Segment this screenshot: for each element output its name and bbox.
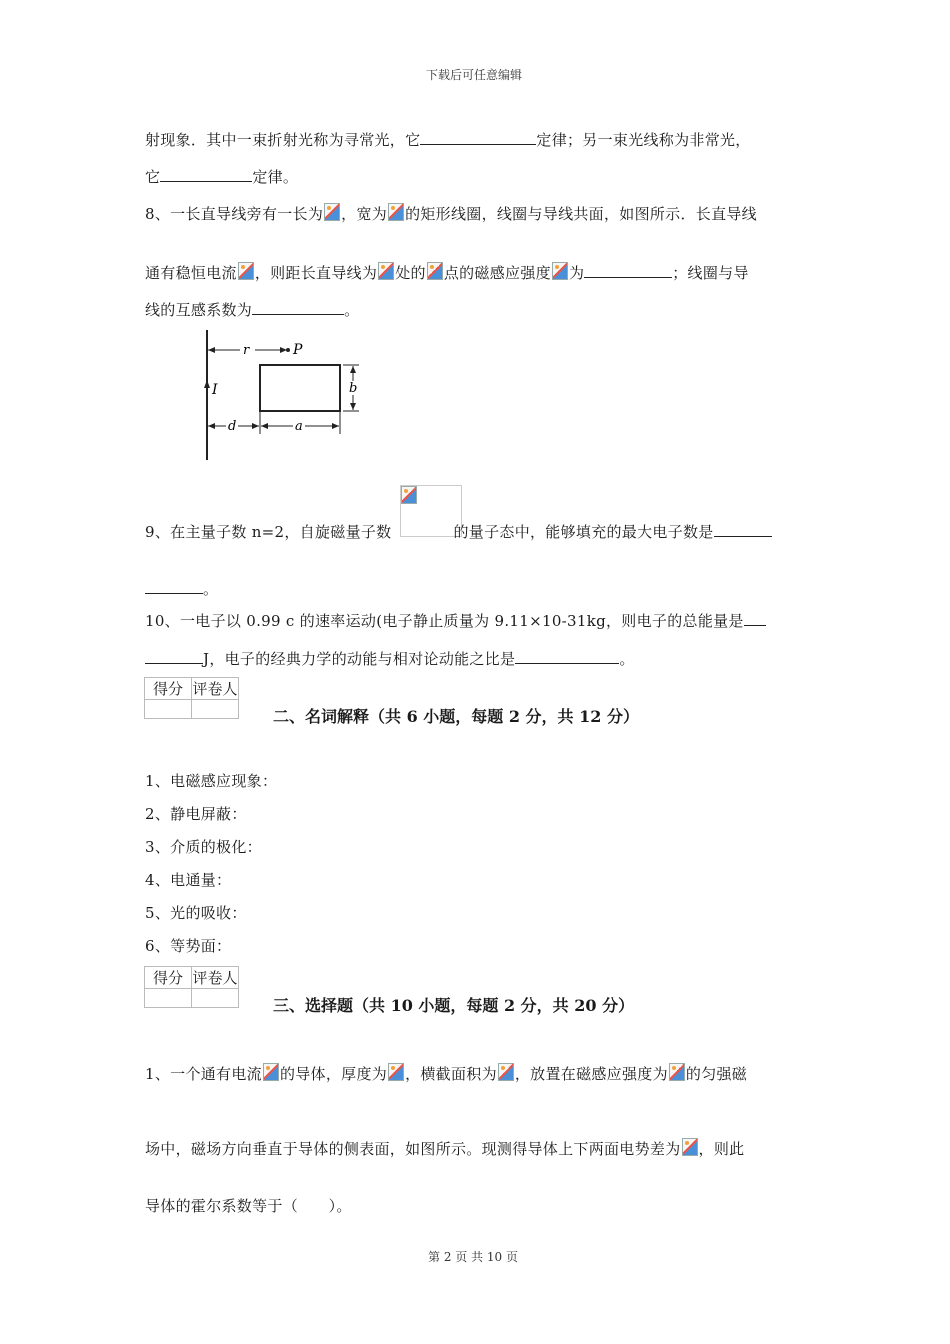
q8-line-2: 通有稳恒电流 ，则距长直导线为 处的 点的磁感应强度 为 ；线圈与导 bbox=[145, 264, 749, 282]
term-item: 6、等势面： bbox=[145, 937, 232, 955]
wire-coil-figure bbox=[195, 328, 370, 463]
label-a: a bbox=[295, 419, 303, 434]
coil-rectangle bbox=[260, 365, 340, 411]
q10-line-1: 10、一电子以 0.99 c 的速率运动(电子静止质量为 9.11×10-31kg，则电子的总能量是 bbox=[145, 610, 766, 631]
label-p: P bbox=[293, 342, 303, 358]
section-2-title: 二、名词解释（共 6 小题，每题 2 分，共 12 分） bbox=[273, 707, 639, 726]
page-footer: 第 2 页 共 10 页 bbox=[428, 1250, 518, 1264]
label-d: d bbox=[228, 419, 237, 434]
formula-image-icon bbox=[682, 1138, 698, 1156]
formula-image-icon bbox=[552, 262, 568, 280]
answer-blank[interactable] bbox=[145, 649, 203, 664]
formula-image-icon bbox=[498, 1063, 514, 1081]
q8-line-1: 8、一长直导线旁有一长为 ，宽为 的矩形线圈，线圈与导线共面，如图所示．长直导线 bbox=[145, 205, 757, 223]
grader-cell[interactable] bbox=[192, 989, 239, 1008]
current-arrow bbox=[204, 380, 210, 388]
s3-q1-line-1: 1、一个通有电流 的导体，厚度为 ，横截面积为 ，放置在磁感应强度为 的匀强磁 bbox=[145, 1065, 748, 1083]
answer-blank[interactable] bbox=[252, 300, 344, 315]
term-item: 3、介质的极化： bbox=[145, 838, 262, 856]
answer-blank[interactable] bbox=[584, 263, 672, 278]
q7-line-1: 射现象．其中一束折射光称为寻常光，它 定律；另一束光线称为非常光， bbox=[145, 131, 751, 149]
answer-blank[interactable] bbox=[420, 130, 536, 145]
answer-blank[interactable] bbox=[160, 167, 252, 182]
q8-line-3: 线的互感系数为 。 bbox=[145, 301, 360, 319]
q10-line-2: J，电子的经典力学的动能与相对论动能之比是 。 bbox=[145, 648, 635, 669]
formula-image-icon bbox=[401, 486, 417, 504]
label-b: b bbox=[349, 381, 358, 396]
label-r: r bbox=[243, 343, 250, 358]
formula-image-icon bbox=[427, 262, 443, 280]
term-item: 1、电磁感应现象： bbox=[145, 772, 278, 790]
answer-blank[interactable] bbox=[714, 522, 772, 537]
term-item: 4、电通量： bbox=[145, 871, 232, 889]
formula-image-icon bbox=[324, 203, 340, 221]
answer-blank[interactable] bbox=[744, 611, 766, 626]
q7-line-2: 它 定律。 bbox=[145, 168, 299, 186]
section-3-title: 三、选择题（共 10 小题，每题 2 分，共 20 分） bbox=[273, 996, 635, 1015]
term-item: 5、光的吸收： bbox=[145, 904, 247, 922]
answer-blank[interactable] bbox=[145, 579, 203, 594]
s3-q1-line-2: 场中，磁场方向垂直于导体的侧表面，如图所示。现测得导体上下两面电势差为 ，则此 bbox=[145, 1140, 745, 1158]
page-header: 下载后可任意编辑 bbox=[426, 68, 523, 82]
score-cell[interactable] bbox=[145, 700, 192, 719]
score-table: 得分 评卷人 bbox=[144, 966, 239, 1008]
score-table: 得分 评卷人 bbox=[144, 677, 239, 719]
formula-image-icon bbox=[669, 1063, 685, 1081]
formula-image-icon bbox=[388, 203, 404, 221]
q9-line-2: 。 bbox=[145, 578, 218, 599]
formula-image-icon bbox=[378, 262, 394, 280]
term-item: 2、静电屏蔽： bbox=[145, 805, 247, 823]
formula-image-icon bbox=[238, 262, 254, 280]
s3-q1-line-3: 导体的霍尔系数等于（ ）。 bbox=[145, 1197, 352, 1215]
answer-blank[interactable] bbox=[515, 649, 619, 664]
q9-line-1: 9、在主量子数 n=2，自旋磁量子数 的量子态中，能够填充的最大电子数是 bbox=[145, 521, 772, 542]
score-cell[interactable] bbox=[145, 989, 192, 1008]
formula-image-icon bbox=[263, 1063, 279, 1081]
grader-cell[interactable] bbox=[192, 700, 239, 719]
label-i: I bbox=[212, 382, 218, 398]
formula-image-icon bbox=[388, 1063, 404, 1081]
point-p bbox=[286, 348, 290, 352]
